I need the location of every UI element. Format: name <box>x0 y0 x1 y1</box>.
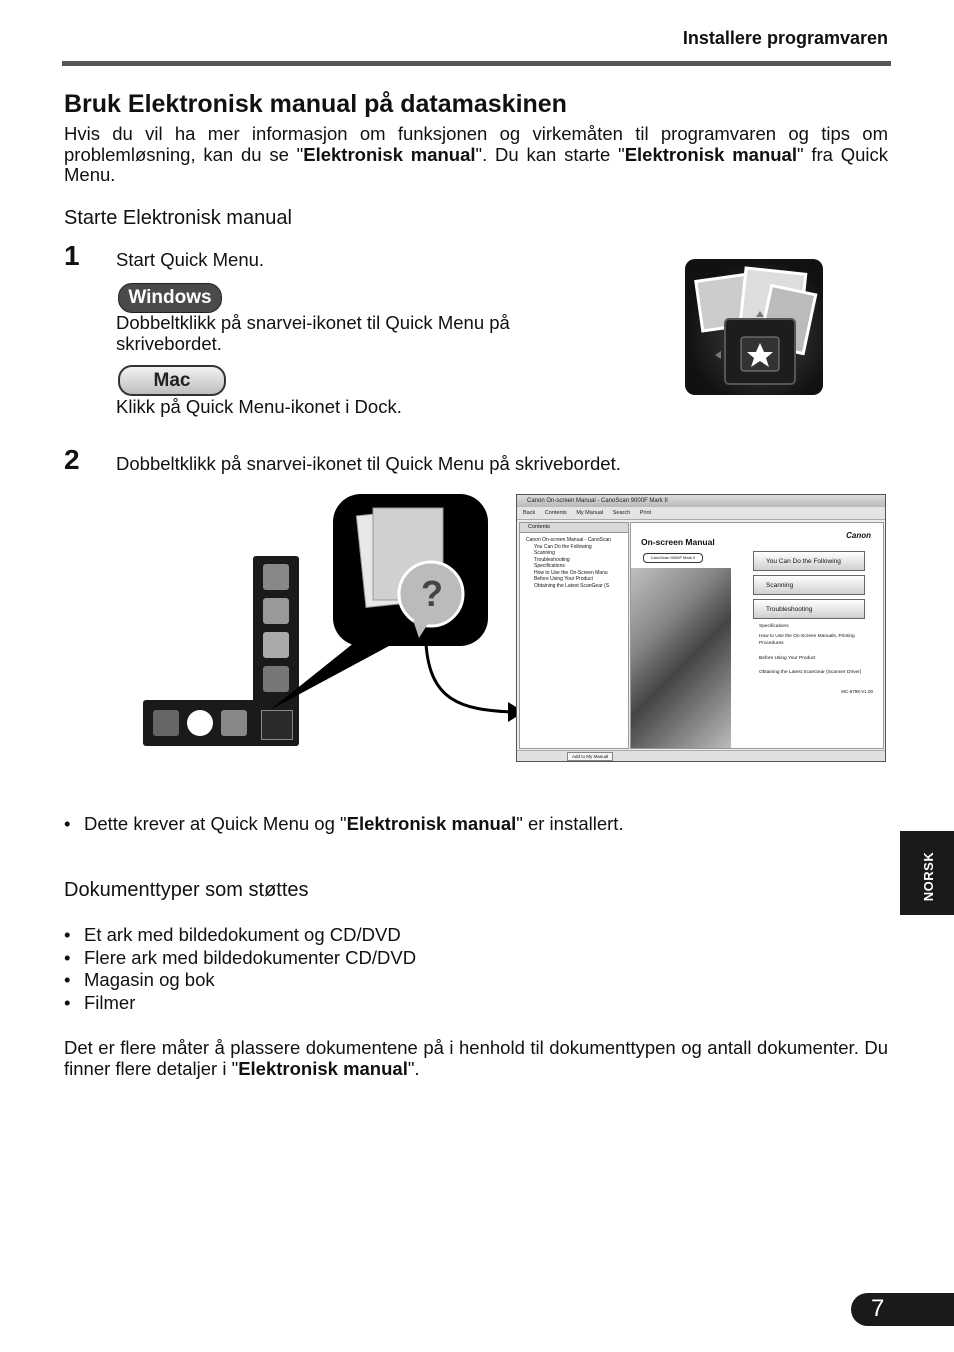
step-2-text: Dobbeltklikk på snarvei-ikonet til Quick Menu på skrivebordet. <box>116 453 621 474</box>
tree-item[interactable]: Before Using Your Product <box>534 576 593 582</box>
start-heading: Starte Elektronisk manual <box>64 207 292 229</box>
manual-window <box>516 494 886 762</box>
doc-code: MC-6798-V1.00 <box>841 689 873 694</box>
tree-item[interactable]: Troubleshooting <box>534 556 570 563</box>
section-title: Bruk Elektronisk manual på datamaskinen <box>64 90 567 118</box>
list-item: • Magasin og bok <box>64 969 416 992</box>
om-title: On-screen Manual <box>641 537 715 547</box>
menu-button[interactable]: You Can Do the Following <box>753 551 865 571</box>
page-number: 7 <box>871 1295 885 1322</box>
om-model: CanoScan 9000F Mark II <box>643 553 703 563</box>
contents-pane <box>519 522 629 749</box>
content-pane <box>630 522 884 749</box>
mac-label: Mac <box>118 365 226 396</box>
add-to-my-manual-button[interactable]: Add to My Manual <box>567 752 613 761</box>
list-item: • Filmer <box>64 992 416 1015</box>
list-item: • Flere ark med bildedokumenter CD/DVD <box>64 947 416 970</box>
svg-text:?: ? <box>421 573 443 614</box>
intro-paragraph: Hvis du vil ha mer informasjon om funksjonen og virkemåten til programvaren og tips om problemløsning, kan du se "Elektronisk manual". Du kan starte "Elektronisk manual" fra Quick Menu. <box>64 123 888 185</box>
dock-app-icon[interactable] <box>153 710 179 736</box>
note-item: • Dette krever at Quick Menu og "Elektronisk manual" er installert. <box>64 813 624 836</box>
windows-label: Windows <box>118 283 222 313</box>
menu-button[interactable]: Scanning <box>753 575 865 595</box>
window-toolbar <box>517 507 885 520</box>
doc-types-heading: Dokumenttyper som støttes <box>64 879 309 901</box>
page-number-tab <box>851 1293 954 1326</box>
tree-item[interactable]: Specifications <box>534 563 565 569</box>
on-screen-manual-icon <box>333 494 488 646</box>
toolbar-my-manual[interactable]: My Manual <box>576 510 604 516</box>
step-1-number: 1 <box>64 240 80 271</box>
menu-link[interactable]: Obtaining the Latest ScanGear (Scanner Driver) <box>759 670 862 675</box>
status-bar <box>517 750 885 761</box>
tree-item[interactable]: Scanning <box>534 550 555 556</box>
running-header: Installere programvaren <box>682 28 888 48</box>
toolbar-print[interactable]: Print <box>639 510 652 516</box>
tree-item[interactable]: You Can Do the Following <box>534 543 592 550</box>
step-1-text: Start Quick Menu. <box>116 249 265 270</box>
tree-item[interactable]: How to Use the On-Screen Manu <box>534 569 608 576</box>
window-title: Canon On-screen Manual - CanoScan 9000F Mark II <box>517 495 885 507</box>
contents-header: Contents <box>520 523 628 533</box>
windows-text: Dobbeltklikk på snarvei-ikonet til Quick Menu på skrivebordet. <box>116 312 510 354</box>
menu-link[interactable]: Before Using Your Product <box>759 656 816 661</box>
toolbar-back[interactable]: Back <box>523 510 536 516</box>
mac-text: Klikk på Quick Menu-ikonet i Dock. <box>116 396 402 417</box>
manual-mini-icon[interactable] <box>221 710 247 736</box>
toolbar-search[interactable]: Search <box>612 510 631 516</box>
menu-link[interactable]: How to Use the On-Screen Manuals, Printing Procedures <box>759 634 855 646</box>
note-list <box>64 813 624 836</box>
brand-logo: Canon <box>846 531 871 540</box>
menu-button[interactable]: Troubleshooting <box>753 599 865 619</box>
quick-menu-icon <box>685 259 823 395</box>
doc-types-list <box>64 924 416 1014</box>
menu-link[interactable]: Specifications <box>759 624 789 629</box>
closing-paragraph: Det er flere måter å plassere dokumentene på i henhold til dokumenttypen og antall dokumenter. Du finner flere detaljer i "Elektronisk manual". <box>64 1037 888 1079</box>
list-item: • Et ark med bildedokument og CD/DVD <box>64 924 416 947</box>
contents-tree <box>526 537 628 589</box>
tree-item[interactable]: Canon On-screen Manual - CanoScan <box>526 537 612 543</box>
header-rule <box>62 61 891 66</box>
tree-item[interactable]: Obtaining the Latest ScanGear (S <box>534 582 610 589</box>
language-tab: NORSK <box>900 831 954 915</box>
arrow <box>420 640 530 730</box>
toolbar-contents[interactable]: Contents <box>544 510 567 516</box>
step-2-number: 2 <box>64 444 80 475</box>
wifi-icon[interactable] <box>187 710 213 736</box>
